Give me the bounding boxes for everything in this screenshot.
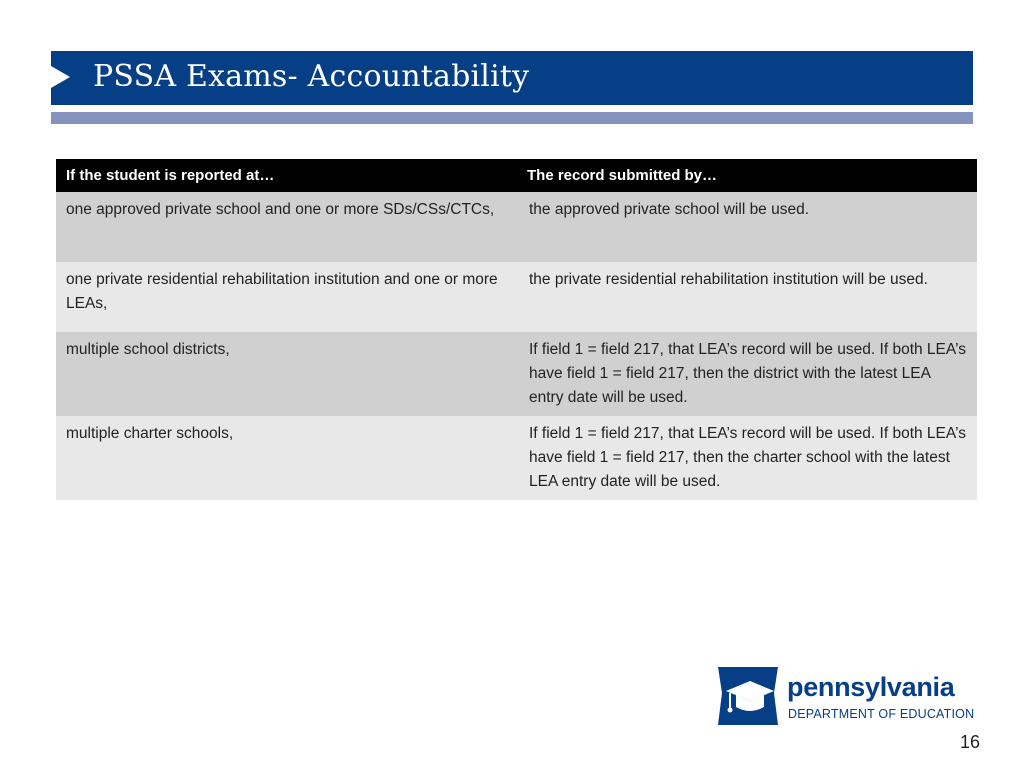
cell-reported-at: multiple charter schools, [56,416,517,500]
cell-reported-at: multiple school districts, [56,332,517,416]
table-header-row [56,159,977,192]
pa-education-logo [716,663,978,729]
header-record-submitted: The record submitted by… [517,159,977,192]
table-row [56,416,977,500]
cell-record-used: the private residential rehabilitation institution will be used. [517,262,977,332]
title-underline-band [51,112,973,124]
chevron-right-icon [51,66,70,88]
table-row [56,192,977,262]
table-row [56,332,977,416]
title-bar [51,51,973,105]
logo-subtitle: DEPARTMENT OF EDUCATION [788,707,975,721]
cell-record-used: If field 1 = field 217, that LEA’s record will be used. If both LEA’s have field 1 = field 217, then the charter school with the latest LEA entry date will be used. [517,416,977,500]
logo-wordmark: pennsylvania [787,672,955,702]
page-number: 16 [959,732,980,752]
header-reported-at: If the student is reported at… [56,159,517,192]
table-row [56,262,977,332]
cell-reported-at: one approved private school and one or more SDs/CSs/CTCs, [56,192,517,262]
slide-title: PSSA Exams- Accountability [93,59,530,94]
cell-record-used: the approved private school will be used. [517,192,977,262]
cell-record-used: If field 1 = field 217, that LEA’s record will be used. If both LEA’s have field 1 = field 217, then the district with the latest LEA entry date will be used. [517,332,977,416]
keystone-graduation-cap-icon [716,663,780,729]
accountability-table [56,159,977,500]
cell-reported-at: one private residential rehabilitation institution and one or more LEAs, [56,262,517,332]
